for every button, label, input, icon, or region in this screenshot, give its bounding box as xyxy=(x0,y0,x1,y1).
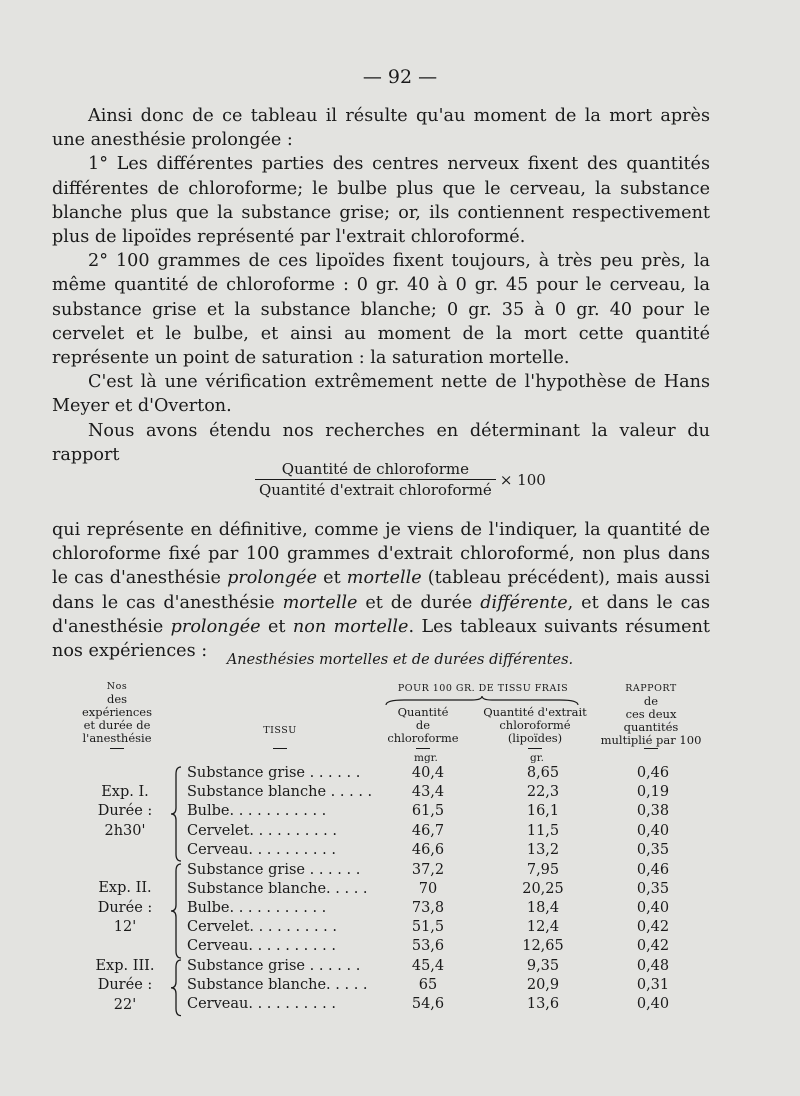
unit-gr: gr. xyxy=(530,752,544,764)
ratio-value: 0,40 xyxy=(636,899,670,916)
tissue-name: Substance blanche . . . . . xyxy=(187,784,373,801)
extract-value: 13,6 xyxy=(526,996,560,1013)
after-formula-text xyxy=(52,518,710,663)
tissue-name: Substance grise . . . . . . xyxy=(187,958,361,974)
header-group: POUR 100 GR. DE TISSU FRAIS xyxy=(397,683,569,694)
ratio-value: 0,42 xyxy=(636,919,670,936)
extract-value: 13,2 xyxy=(526,841,560,858)
ratio-value: 0,46 xyxy=(636,765,670,781)
tissue-name: Cerveau. . . . . . . . . . xyxy=(187,841,336,858)
chloroform-value: 46,6 xyxy=(411,841,445,858)
extract-value: 8,65 xyxy=(526,765,560,781)
tissue-name: Cervelet. . . . . . . . . . xyxy=(187,822,337,839)
extract-value: 16,1 xyxy=(526,803,560,820)
header-experiments: Nos des expériences et durée de l'anesthésie xyxy=(82,681,152,745)
extract-value: 22,3 xyxy=(526,784,560,801)
tissue-name: Bulbe. . . . . . . . . . . xyxy=(187,899,327,916)
ratio-formula xyxy=(255,460,546,499)
left-brace-icon xyxy=(170,959,184,1017)
tissue-name: Bulbe. . . . . . . . . . . xyxy=(187,803,327,820)
header-chloroform: Quantité de chloroforme xyxy=(387,705,459,745)
header-tissue: TISSU xyxy=(263,725,297,736)
chloroform-value: 40,4 xyxy=(411,765,445,781)
paragraph-1: Ainsi donc de ce tableau il résulte qu'au moment de la mort après une anesthésie prolongée : xyxy=(52,106,710,151)
chloroform-value: 37,2 xyxy=(411,861,445,878)
column-dash xyxy=(416,748,430,749)
chloroform-value: 43,4 xyxy=(411,784,445,801)
ratio-value: 0,35 xyxy=(636,880,670,897)
extract-value: 12,65 xyxy=(522,938,564,955)
ratio-value: 0,48 xyxy=(636,958,670,974)
chloroform-value: 51,5 xyxy=(411,919,445,936)
left-brace-icon xyxy=(170,766,184,862)
experiment-label: Exp. III. Durée : 22' xyxy=(95,957,155,1013)
tissue-name: Substance grise . . . . . . xyxy=(187,861,361,878)
chloroform-value: 53,6 xyxy=(411,938,445,955)
formula-numerator: Quantité de chloroforme xyxy=(255,460,496,480)
column-dash xyxy=(110,748,124,749)
chloroform-value: 70 xyxy=(418,880,438,897)
unit-mgr: mgr. xyxy=(414,752,438,764)
ratio-value: 0,19 xyxy=(636,784,670,801)
ratio-value: 0,42 xyxy=(636,938,670,955)
extract-value: 9,35 xyxy=(526,958,560,974)
ratio-value: 0,38 xyxy=(636,803,670,820)
extract-value: 11,5 xyxy=(526,822,560,839)
experiment-label: Exp. I. Durée : 2h30' xyxy=(97,783,153,839)
ratio-value: 0,40 xyxy=(636,822,670,839)
tissue-name: Cerveau. . . . . . . . . . xyxy=(187,996,336,1013)
tissue-name: Substance blanche. . . . . xyxy=(187,977,368,994)
formula-multiplier: × 100 xyxy=(499,470,546,489)
ratio-value: 0,40 xyxy=(636,996,670,1013)
paragraph-5: Nous avons étendu nos recherches en déterminant la valeur du rapport xyxy=(52,420,710,465)
chloroform-value: 61,5 xyxy=(411,803,445,820)
column-dash xyxy=(273,748,287,749)
paragraph-4: C'est là une vérification extrêmement nette de l'hypothèse de Hans Meyer et d'Overton. xyxy=(52,372,710,417)
paragraph-3: 2° 100 grammes de ces lipoïdes fixent toujours, à très peu près, la même quantité de chloroforme : 0 gr. 40 à 0 gr. 45 pour le cerveau, la substance grise et la substance blanche; 0 gr. 35 à 0 gr. 40 pour le cervelet et le bulbe, et ainsi au moment de la mort cette quantité représente un point de saturation : la saturation mortelle. xyxy=(52,251,710,369)
ratio-value: 0,46 xyxy=(636,861,670,878)
table-caption: Anesthésies mortelles et de durées différentes. xyxy=(226,652,574,668)
paragraph-6: qui représente en définitive, comme je viens de l'indiquer, la quantité de chloroforme fixé par 100 grammes d'extrait chloroformé, non plus dans le cas d'anesthésie prolongée et mortelle (tableau précédent), mais aussi dans le cas d'anesthésie mortelle et de durée différente, et dans le cas d'anesthésie prolongée et non mortelle. Les tableaux suivants résument nos expériences : xyxy=(52,520,711,662)
left-brace-icon xyxy=(170,863,184,959)
tissue-name: Cerveau. . . . . . . . . . xyxy=(187,938,336,955)
experiment-label: Exp. II. Durée : 12' xyxy=(97,880,153,936)
chloroform-value: 45,4 xyxy=(411,958,445,974)
extract-value: 18,4 xyxy=(526,899,560,916)
chloroform-value: 73,8 xyxy=(411,899,445,916)
ratio-value: 0,35 xyxy=(636,841,670,858)
body-text xyxy=(52,104,710,467)
column-dash xyxy=(644,748,658,749)
extract-value: 20,25 xyxy=(522,880,564,897)
header-ratio: RAPPORT de ces deux quantités multiplié par 100 xyxy=(600,683,702,747)
tissue-name: Cervelet. . . . . . . . . . xyxy=(187,919,337,936)
formula-denominator: Quantité d'extrait chloroformé xyxy=(259,481,492,499)
page-number: — 92 — xyxy=(362,66,438,88)
chloroform-value: 54,6 xyxy=(411,996,445,1013)
tissue-name: Substance grise . . . . . . xyxy=(187,765,361,781)
chloroform-value: 46,7 xyxy=(411,822,445,839)
header-extract: Quantité d'extrait chloroformé (lipoïdes) xyxy=(483,705,587,745)
chloroform-value: 65 xyxy=(418,977,438,994)
extract-value: 12,4 xyxy=(526,919,560,936)
extract-value: 7,95 xyxy=(526,861,560,878)
ratio-value: 0,31 xyxy=(636,977,670,994)
extract-value: 20,9 xyxy=(526,977,560,994)
column-dash xyxy=(528,748,542,749)
tissue-name: Substance blanche. . . . . xyxy=(187,880,368,897)
paragraph-2: 1° Les différentes parties des centres nerveux fixent des quantités différentes de chloroforme; le bulbe plus que le cerveau, la substance blanche plus que la substance grise; or, ils contiennent respectivement plus de lipoïdes représenté par l'extrait chloroformé. xyxy=(52,154,710,248)
